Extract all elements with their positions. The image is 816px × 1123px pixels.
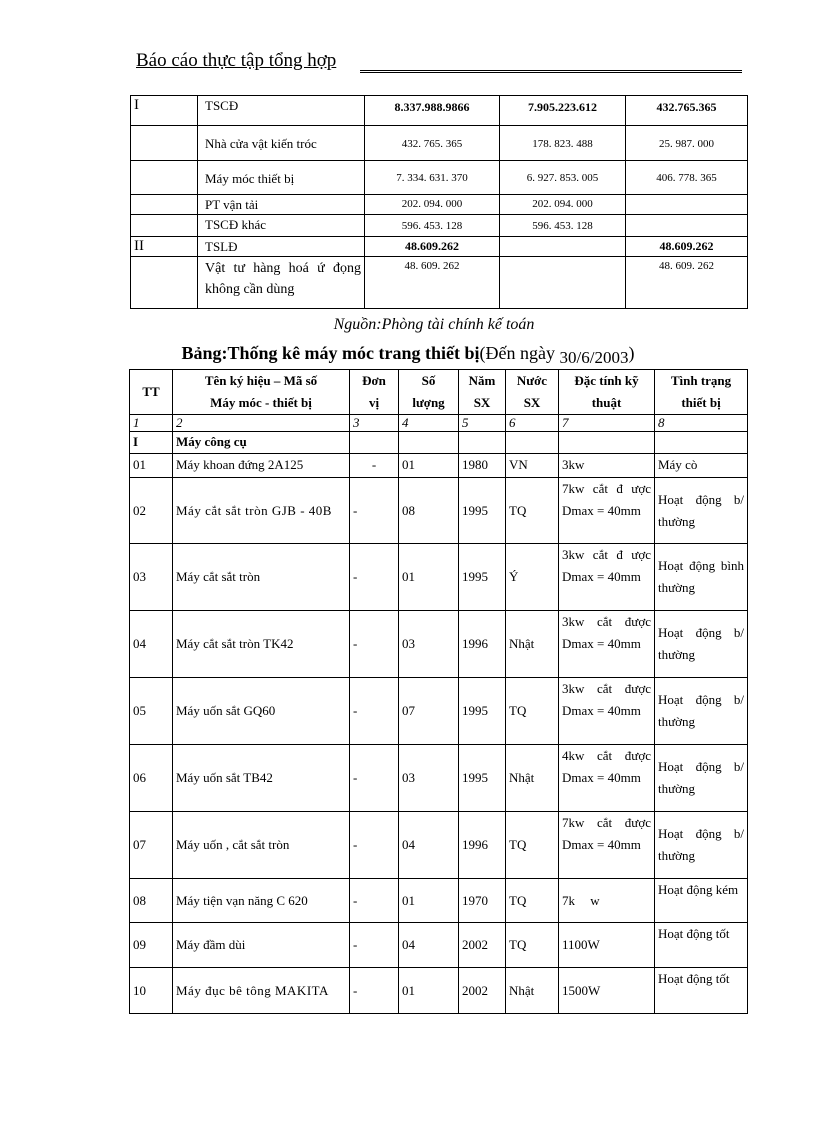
row-status: Hoạt động kém bbox=[655, 879, 748, 923]
header-country-line1: Nước bbox=[516, 373, 548, 388]
table-title-date: 30/6/2003 bbox=[559, 348, 629, 367]
row-country: Nhật bbox=[506, 745, 559, 812]
row-country: VN bbox=[506, 454, 559, 478]
row-spec: 7k w bbox=[559, 879, 655, 923]
asset-value-3: 48. 609. 262 bbox=[626, 257, 748, 309]
header-country-line2: SX bbox=[523, 395, 541, 410]
table-row bbox=[130, 611, 748, 678]
row-tt: 09 bbox=[130, 923, 173, 968]
header-year-line2: SX bbox=[473, 395, 491, 410]
row-year: 2002 bbox=[459, 923, 506, 968]
row-year: 1996 bbox=[459, 812, 506, 879]
equipment-table-title bbox=[0, 343, 816, 367]
row-tt: 08 bbox=[130, 879, 173, 923]
table-row bbox=[130, 812, 748, 879]
asset-value-1: 432. 765. 365 bbox=[365, 126, 500, 161]
row-qty: 04 bbox=[399, 812, 459, 879]
table-row bbox=[131, 257, 748, 309]
header-year-line1: Năm bbox=[468, 373, 496, 388]
row-qty: 01 bbox=[399, 454, 459, 478]
asset-value-1: 596. 453. 128 bbox=[365, 215, 500, 237]
asset-name: Máy móc thiết bị bbox=[198, 161, 365, 195]
row-name: Máy khoan đứng 2A125 bbox=[173, 454, 350, 478]
row-year: 1995 bbox=[459, 544, 506, 611]
column-index: 4 bbox=[399, 415, 459, 432]
header-unit bbox=[350, 370, 399, 415]
row-status: Hoạt động b/ thường bbox=[655, 678, 748, 745]
asset-value-3 bbox=[626, 195, 748, 215]
row-status: Hoạt động tốt bbox=[655, 923, 748, 968]
row-qty: 08 bbox=[399, 478, 459, 544]
header-status bbox=[655, 370, 748, 415]
row-unit: - bbox=[350, 923, 399, 968]
row-country: Ý bbox=[506, 544, 559, 611]
row-year: 1996 bbox=[459, 611, 506, 678]
header-country bbox=[506, 370, 559, 415]
row-index: II bbox=[131, 237, 198, 257]
row-tt: 05 bbox=[130, 678, 173, 745]
row-qty: 01 bbox=[399, 879, 459, 923]
asset-value-3 bbox=[626, 215, 748, 237]
row-country: TQ bbox=[506, 478, 559, 544]
asset-value-2 bbox=[500, 237, 626, 257]
row-unit: - bbox=[350, 611, 399, 678]
asset-value-2: 202. 094. 000 bbox=[500, 195, 626, 215]
table-row bbox=[130, 544, 748, 611]
row-year: 1995 bbox=[459, 678, 506, 745]
header-qty-line2: lượng bbox=[412, 395, 445, 410]
row-index bbox=[131, 215, 198, 237]
row-name: Máy đục bê tông MAKITA bbox=[173, 968, 350, 1014]
row-country: TQ bbox=[506, 678, 559, 745]
row-year: 1970 bbox=[459, 879, 506, 923]
row-qty: 07 bbox=[399, 678, 459, 745]
header-qty-line1: Số bbox=[421, 373, 436, 388]
row-year: 1980 bbox=[459, 454, 506, 478]
header-tt: TT bbox=[130, 370, 173, 415]
table-row bbox=[130, 968, 748, 1014]
header-unit-line2: vị bbox=[368, 395, 380, 410]
row-spec: 1100W bbox=[559, 923, 655, 968]
row-country: TQ bbox=[506, 879, 559, 923]
row-unit: - bbox=[350, 454, 399, 478]
table-row bbox=[130, 923, 748, 968]
asset-name: TSCĐ khác bbox=[198, 215, 365, 237]
asset-value-3: 48.609.262 bbox=[626, 237, 748, 257]
row-spec: 1500W bbox=[559, 968, 655, 1014]
table-row bbox=[131, 96, 748, 126]
row-index bbox=[131, 161, 198, 195]
asset-value-2: 7.905.223.612 bbox=[500, 96, 626, 126]
asset-value-1: 8.337.988.9866 bbox=[365, 96, 500, 126]
row-name: Máy uốn sắt TB42 bbox=[173, 745, 350, 812]
column-index-row bbox=[130, 415, 748, 432]
row-unit: - bbox=[350, 812, 399, 879]
header-row bbox=[130, 370, 748, 415]
row-unit: - bbox=[350, 745, 399, 812]
asset-value-1: 48. 609. 262 bbox=[365, 257, 500, 309]
row-index bbox=[131, 126, 198, 161]
asset-value-2: 6. 927. 853. 005 bbox=[500, 161, 626, 195]
row-country: Nhật bbox=[506, 968, 559, 1014]
table-row bbox=[130, 678, 748, 745]
asset-value-2: 596. 453. 128 bbox=[500, 215, 626, 237]
row-year: 1995 bbox=[459, 745, 506, 812]
row-tt: 01 bbox=[130, 454, 173, 478]
row-unit: - bbox=[350, 879, 399, 923]
asset-value-1: 7. 334. 631. 370 bbox=[365, 161, 500, 195]
asset-value-3: 406. 778. 365 bbox=[626, 161, 748, 195]
row-country: TQ bbox=[506, 923, 559, 968]
header-name bbox=[173, 370, 350, 415]
column-index: 1 bbox=[130, 415, 173, 432]
group-name: Máy công cụ bbox=[173, 432, 350, 454]
row-name: Máy cắt sắt tròn TK42 bbox=[173, 611, 350, 678]
table-title-suffix: ) bbox=[628, 343, 635, 363]
table-row bbox=[130, 745, 748, 812]
row-tt: 06 bbox=[130, 745, 173, 812]
row-year: 1995 bbox=[459, 478, 506, 544]
header-unit-line1: Đơn bbox=[362, 373, 386, 388]
header-spec-line1: Đặc tính kỹ bbox=[574, 373, 639, 388]
row-unit: - bbox=[350, 968, 399, 1014]
header-status-line1: Tình trạng bbox=[670, 373, 732, 388]
source-note: Nguồn:Phòng tài chính kế toán bbox=[333, 316, 535, 333]
row-tt: 07 bbox=[130, 812, 173, 879]
row-status: Hoạt động b/ thường bbox=[655, 745, 748, 812]
row-qty: 01 bbox=[399, 544, 459, 611]
row-index bbox=[131, 195, 198, 215]
table-row bbox=[131, 161, 748, 195]
row-tt: 02 bbox=[130, 478, 173, 544]
table-title-main: Bảng:Thống kê máy móc trang thiết bị bbox=[181, 343, 480, 363]
asset-value-1: 48.609.262 bbox=[365, 237, 500, 257]
row-index: I bbox=[131, 96, 198, 126]
asset-value-3: 25. 987. 000 bbox=[626, 126, 748, 161]
row-spec: 7kw cắt đ ược Dmax = 40mm bbox=[559, 478, 655, 544]
asset-name: TSLĐ bbox=[198, 237, 365, 257]
row-tt: 04 bbox=[130, 611, 173, 678]
row-name: Máy đầm dùi bbox=[173, 923, 350, 968]
assets-table bbox=[130, 95, 748, 309]
row-qty: 03 bbox=[399, 611, 459, 678]
row-status: Hoạt động tốt bbox=[655, 968, 748, 1014]
table-row bbox=[131, 195, 748, 215]
row-status: Hoạt động b/ thường bbox=[655, 812, 748, 879]
header-rule bbox=[360, 70, 742, 73]
row-status: Máy cò bbox=[655, 454, 748, 478]
row-index bbox=[131, 257, 198, 309]
table-row bbox=[130, 478, 748, 544]
row-unit: - bbox=[350, 544, 399, 611]
table-title-prefix: (Đến ngày bbox=[479, 343, 560, 363]
column-index: 7 bbox=[559, 415, 655, 432]
row-year: 2002 bbox=[459, 968, 506, 1014]
row-qty: 04 bbox=[399, 923, 459, 968]
row-country: TQ bbox=[506, 812, 559, 879]
row-qty: 03 bbox=[399, 745, 459, 812]
row-name: Máy cắt sắt tròn GJB - 40B bbox=[173, 478, 350, 544]
row-name: Máy cắt sắt tròn bbox=[173, 544, 350, 611]
report-header-title: Báo cáo thực tập tổng hợp bbox=[136, 50, 337, 71]
table-row bbox=[131, 126, 748, 161]
column-index: 5 bbox=[459, 415, 506, 432]
row-spec: 3kw cắt đ ược Dmax = 40mm bbox=[559, 544, 655, 611]
row-spec: 3kw cắt được Dmax = 40mm bbox=[559, 611, 655, 678]
row-status: Hoạt động b/ thường bbox=[655, 478, 748, 544]
asset-name: Vật tư hàng hoá ứ đọng không cần dùng bbox=[198, 257, 365, 309]
asset-name: TSCĐ bbox=[198, 96, 365, 126]
asset-name: PT vận tải bbox=[198, 195, 365, 215]
column-index: 3 bbox=[350, 415, 399, 432]
row-unit: - bbox=[350, 678, 399, 745]
row-spec: 7kw cắt được Dmax = 40mm bbox=[559, 812, 655, 879]
header-year bbox=[459, 370, 506, 415]
header-name-line2: Máy móc - thiết bị bbox=[210, 395, 312, 410]
header-qty bbox=[399, 370, 459, 415]
row-name: Máy uốn sắt GQ60 bbox=[173, 678, 350, 745]
asset-value-3: 432.765.365 bbox=[626, 96, 748, 126]
row-country: Nhật bbox=[506, 611, 559, 678]
asset-value-2: 178. 823. 488 bbox=[500, 126, 626, 161]
column-index: 2 bbox=[173, 415, 350, 432]
row-name: Máy tiện vạn năng C 620 bbox=[173, 879, 350, 923]
column-index: 6 bbox=[506, 415, 559, 432]
header-spec bbox=[559, 370, 655, 415]
header-name-line1: Tên ký hiệu – Mã số bbox=[204, 373, 318, 388]
row-spec: 3kw cắt được Dmax = 40mm bbox=[559, 678, 655, 745]
table-row bbox=[130, 879, 748, 923]
group-index: I bbox=[130, 432, 173, 454]
table-row bbox=[131, 215, 748, 237]
row-spec: 4kw cắt được Dmax = 40mm bbox=[559, 745, 655, 812]
row-tt: 10 bbox=[130, 968, 173, 1014]
row-spec: 3kw bbox=[559, 454, 655, 478]
asset-value-2 bbox=[500, 257, 626, 309]
asset-name: Nhà cửa vật kiến tróc bbox=[198, 126, 365, 161]
row-tt: 03 bbox=[130, 544, 173, 611]
table-row bbox=[130, 454, 748, 478]
column-index: 8 bbox=[655, 415, 748, 432]
header-spec-line2: thuật bbox=[591, 395, 622, 410]
header-status-line2: thiết bị bbox=[681, 395, 721, 410]
row-name: Máy uốn , cắt sắt tròn bbox=[173, 812, 350, 879]
row-status: Hoạt động bình thường bbox=[655, 544, 748, 611]
row-status: Hoạt động b/ thường bbox=[655, 611, 748, 678]
row-unit: - bbox=[350, 478, 399, 544]
equipment-table bbox=[129, 369, 748, 1014]
table-row bbox=[131, 237, 748, 257]
asset-value-1: 202. 094. 000 bbox=[365, 195, 500, 215]
group-row bbox=[130, 432, 748, 454]
row-qty: 01 bbox=[399, 968, 459, 1014]
